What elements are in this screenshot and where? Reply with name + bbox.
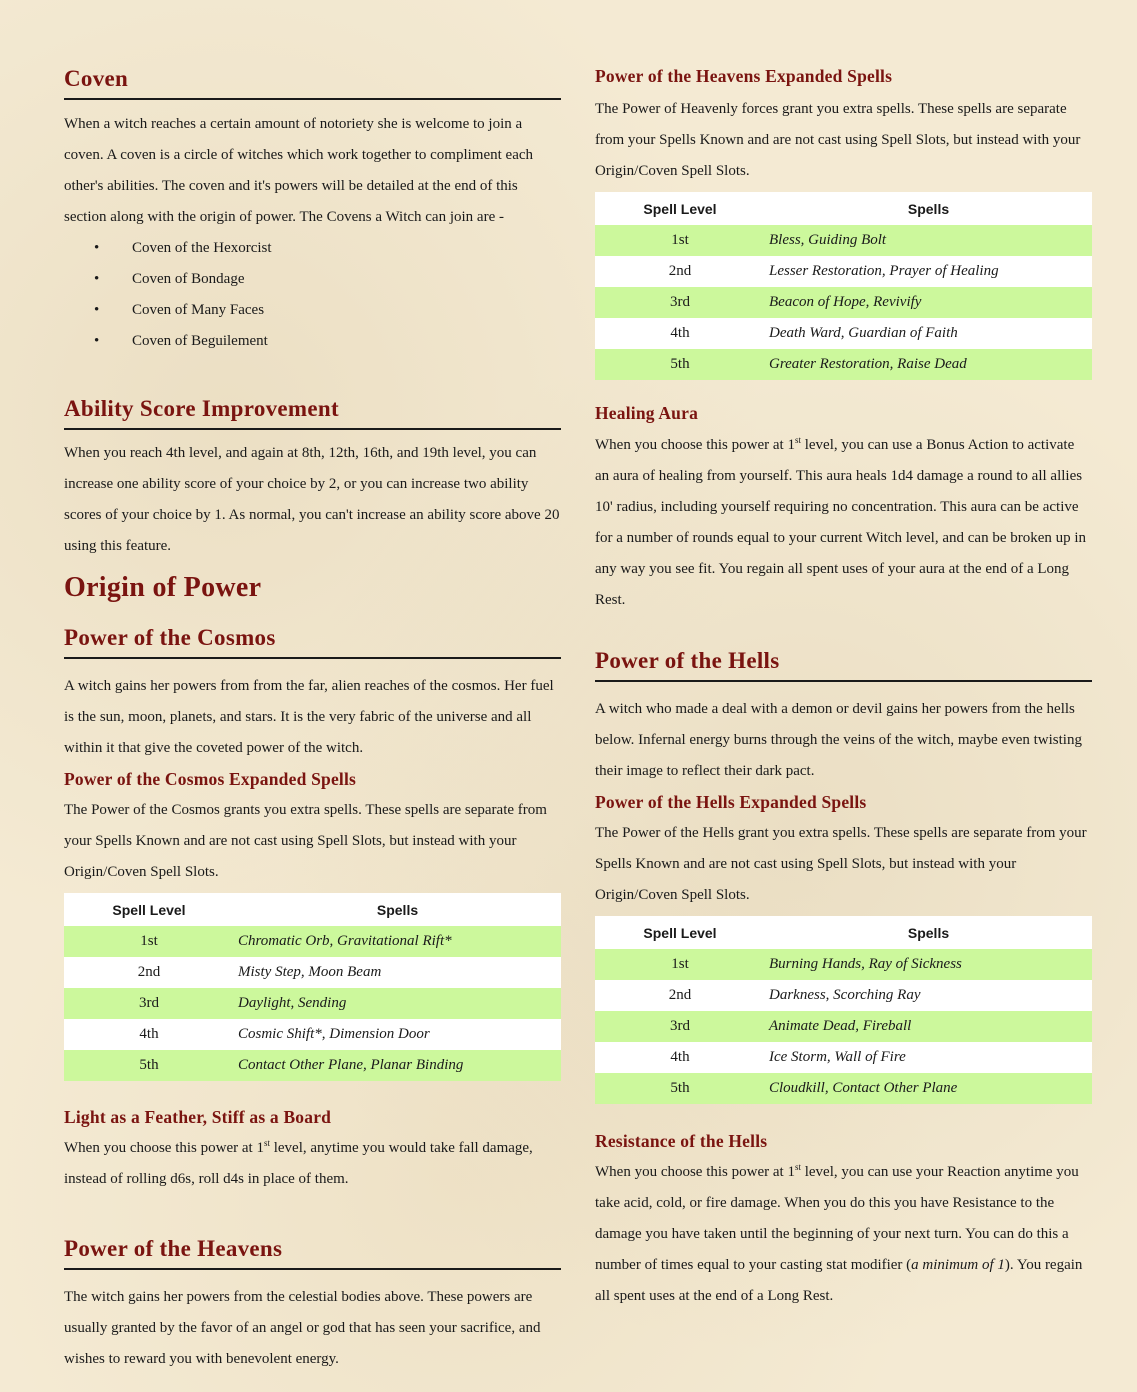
asi-section bbox=[64, 394, 561, 562]
spell-level-cell: 2nd bbox=[595, 256, 765, 287]
table-row bbox=[595, 1011, 1092, 1042]
table-row bbox=[64, 1050, 561, 1081]
spells-header: Spells bbox=[765, 916, 1092, 949]
asi-heading: Ability Score Improvement bbox=[64, 394, 561, 430]
spells-cell: Cosmic Shift*, Dimension Door bbox=[234, 1019, 561, 1050]
hells-text: A witch who made a deal with a demon or devil gains her powers from the hells below. Infernal energy burns through the veins of the witch, maybe even twisting their image to reflect their dark pact. bbox=[595, 701, 1082, 779]
table-row bbox=[595, 225, 1092, 256]
aura-heading: Healing Aura bbox=[595, 403, 699, 423]
table-header-row bbox=[595, 192, 1092, 225]
list-item: • Coven of the Hexorcist bbox=[94, 233, 561, 264]
spell-level-cell: 4th bbox=[595, 1042, 765, 1073]
table-row bbox=[64, 957, 561, 988]
spell-level-cell: 1st bbox=[595, 225, 765, 256]
table-row bbox=[595, 1042, 1092, 1073]
spells-cell: Burning Hands, Ray of Sickness bbox=[765, 949, 1092, 980]
resistance-text-middle: level, you can use your Reaction anytime you take acid, cold, or fire damage. When you do this you have Resistance to the damage you have taken until the beginning of your next turn. You can do this a number of times equal to your casting stat modifier ( bbox=[595, 1164, 1079, 1273]
spell-level-cell: 3rd bbox=[64, 988, 234, 1019]
resistance-text-start: When you choose this power at 1 bbox=[595, 1164, 795, 1180]
heavens-section bbox=[64, 1234, 561, 1375]
resistance-text-end: ). You regain all spent uses at the end of a Long Rest. bbox=[595, 1257, 1083, 1304]
spells-cell: Greater Restoration, Raise Dead bbox=[765, 349, 1092, 380]
table-row bbox=[595, 980, 1092, 1011]
resistance-italic-note: a minimum of 1 bbox=[911, 1257, 1005, 1273]
feather-text bbox=[64, 1133, 561, 1195]
table-row bbox=[595, 949, 1092, 980]
spells-cell: Ice Storm, Wall of Fire bbox=[765, 1042, 1092, 1073]
spell-level-cell: 5th bbox=[595, 349, 765, 380]
table-header-row bbox=[64, 893, 561, 926]
origin-heading: Origin of Power bbox=[64, 572, 262, 603]
spell-level-cell: 5th bbox=[64, 1050, 234, 1081]
heavens-heading: Power of the Heavens bbox=[64, 1234, 561, 1270]
spells-cell: Beacon of Hope, Revivify bbox=[765, 287, 1092, 318]
spells-cell: Darkness, Scorching Ray bbox=[765, 980, 1092, 1011]
cosmos-expanded-heading: Power of the Cosmos Expanded Spells bbox=[64, 769, 357, 789]
heavens-spell-table bbox=[595, 192, 1092, 380]
table-header-row bbox=[595, 916, 1092, 949]
heavens-expanded-heading: Power of the Heavens Expanded Spells bbox=[595, 66, 893, 86]
table-row bbox=[64, 1019, 561, 1050]
feather-text-start: When you choose this power at 1 bbox=[64, 1140, 264, 1156]
coven-section bbox=[64, 64, 561, 357]
spell-level-cell: 1st bbox=[595, 949, 765, 980]
table-row bbox=[595, 1073, 1092, 1104]
aura-text-start: When you choose this power at 1 bbox=[595, 437, 795, 453]
cosmos-text: A witch gains her powers from from the far, alien reaches of the cosmos. Her fuel is the sun, moon, planets, and stars. It is the very fabric of the universe and all within it that give the coveted power of the witch. bbox=[64, 678, 554, 756]
cosmos-heading: Power of the Cosmos bbox=[64, 623, 561, 659]
resistance-section bbox=[595, 1128, 1092, 1312]
spells-header: Spells bbox=[765, 192, 1092, 225]
spell-level-header: Spell Level bbox=[595, 916, 765, 949]
spells-cell: Lesser Restoration, Prayer of Healing bbox=[765, 256, 1092, 287]
list-item: • Coven of Beguilement bbox=[94, 326, 561, 357]
spell-level-cell: 4th bbox=[64, 1019, 234, 1050]
ordinal-suffix: st bbox=[263, 1138, 270, 1148]
spell-level-header: Spell Level bbox=[64, 893, 234, 926]
cosmos-spell-table bbox=[64, 893, 561, 1081]
spells-cell: Misty Step, Moon Beam bbox=[234, 957, 561, 988]
spell-level-cell: 3rd bbox=[595, 1011, 765, 1042]
feather-heading: Light as a Feather, Stiff as a Board bbox=[64, 1107, 332, 1127]
feather-text-end: level, anytime you would take fall damage, instead of rolling d6s, roll d4s in place of them. bbox=[64, 1140, 533, 1187]
ordinal-suffix: st bbox=[794, 1162, 801, 1172]
aura-text bbox=[595, 430, 1092, 616]
spell-level-cell: 2nd bbox=[595, 980, 765, 1011]
heavens-text: The witch gains her powers from the celestial bodies above. These powers are usually granted by the favor of an angel or god that has seen your sacrifice, and wishes to reward you with benevolent energy. bbox=[64, 1289, 541, 1367]
table-row bbox=[595, 256, 1092, 287]
spell-level-cell: 5th bbox=[595, 1073, 765, 1104]
coven-list bbox=[64, 233, 561, 357]
spells-cell: Chromatic Orb, Gravitational Rift* bbox=[234, 926, 561, 957]
spell-level-cell: 1st bbox=[64, 926, 234, 957]
table-row bbox=[595, 318, 1092, 349]
coven-text: When a witch reaches a certain amount of notoriety she is welcome to join a coven. A coven is a circle of witches which work together to compliment each other's abilities. The coven and it's powers will be detailed at the end of this section along with the origin of power. The Covens a Witch can join are - bbox=[64, 116, 534, 225]
aura-section bbox=[595, 400, 1092, 616]
spell-level-cell: 3rd bbox=[595, 287, 765, 318]
hells-expanded-text: The Power of the Hells grant you extra spells. These spells are separate from your Spells Known and are not cast using Spell Slots, but instead with your Origin/Coven Spell Slots. bbox=[595, 825, 1087, 903]
cosmos-expanded-text: The Power of the Cosmos grants you extra spells. These spells are separate from your Spells Known and are not cast using Spell Slots, but instead with your Origin/Coven Spell Slots. bbox=[64, 802, 547, 880]
spells-cell: Daylight, Sending bbox=[234, 988, 561, 1019]
table-row bbox=[64, 988, 561, 1019]
cosmos-section bbox=[64, 623, 561, 1081]
resistance-heading: Resistance of the Hells bbox=[595, 1131, 768, 1151]
spell-level-header: Spell Level bbox=[595, 192, 765, 225]
table-row bbox=[64, 926, 561, 957]
list-item: • Coven of Many Faces bbox=[94, 295, 561, 326]
spells-cell: Bless, Guiding Bolt bbox=[765, 225, 1092, 256]
feather-section bbox=[64, 1104, 561, 1195]
spells-cell: Death Ward, Guardian of Faith bbox=[765, 318, 1092, 349]
spells-cell: Animate Dead, Fireball bbox=[765, 1011, 1092, 1042]
aura-text-end: level, you can use a Bonus Action to activate an aura of healing from yourself. This aura heals 1d4 damage a round to all allies 10' radius, including yourself requiring no concentration. This aura can be active for a number of rounds equal to your current Witch level, and can be broken up in any way you see fit. You regain all spent uses of your aura at the end of a Long Rest. bbox=[595, 437, 1087, 608]
spells-cell: Contact Other Plane, Planar Binding bbox=[234, 1050, 561, 1081]
asi-text: When you reach 4th level, and again at 8th, 12th, 16th, and 19th level, you can increase one ability score of your choice by 2, or you can increase two ability scores of your choice by 1. As normal, you can't increase an ability score above 20 using this feature. bbox=[64, 445, 560, 554]
list-item: • Coven of Bondage bbox=[94, 264, 561, 295]
hells-heading: Power of the Hells bbox=[595, 646, 1092, 682]
spell-level-cell: 2nd bbox=[64, 957, 234, 988]
hells-spell-table bbox=[595, 916, 1092, 1104]
resistance-text bbox=[595, 1157, 1092, 1312]
hells-section bbox=[595, 646, 1092, 1104]
heavens-expanded-section bbox=[595, 63, 1092, 380]
spells-header: Spells bbox=[234, 893, 561, 926]
hells-expanded-heading: Power of the Hells Expanded Spells bbox=[595, 792, 867, 812]
table-row bbox=[595, 287, 1092, 318]
heavens-expanded-text: The Power of Heavenly forces grant you extra spells. These spells are separate from your Spells Known and are not cast using Spell Slots, but instead with your Origin/Coven Spell Slots. bbox=[595, 101, 1081, 179]
ordinal-suffix: st bbox=[794, 435, 801, 445]
spells-cell: Cloudkill, Contact Other Plane bbox=[765, 1073, 1092, 1104]
coven-heading: Coven bbox=[64, 64, 561, 100]
table-row bbox=[595, 349, 1092, 380]
spell-level-cell: 4th bbox=[595, 318, 765, 349]
